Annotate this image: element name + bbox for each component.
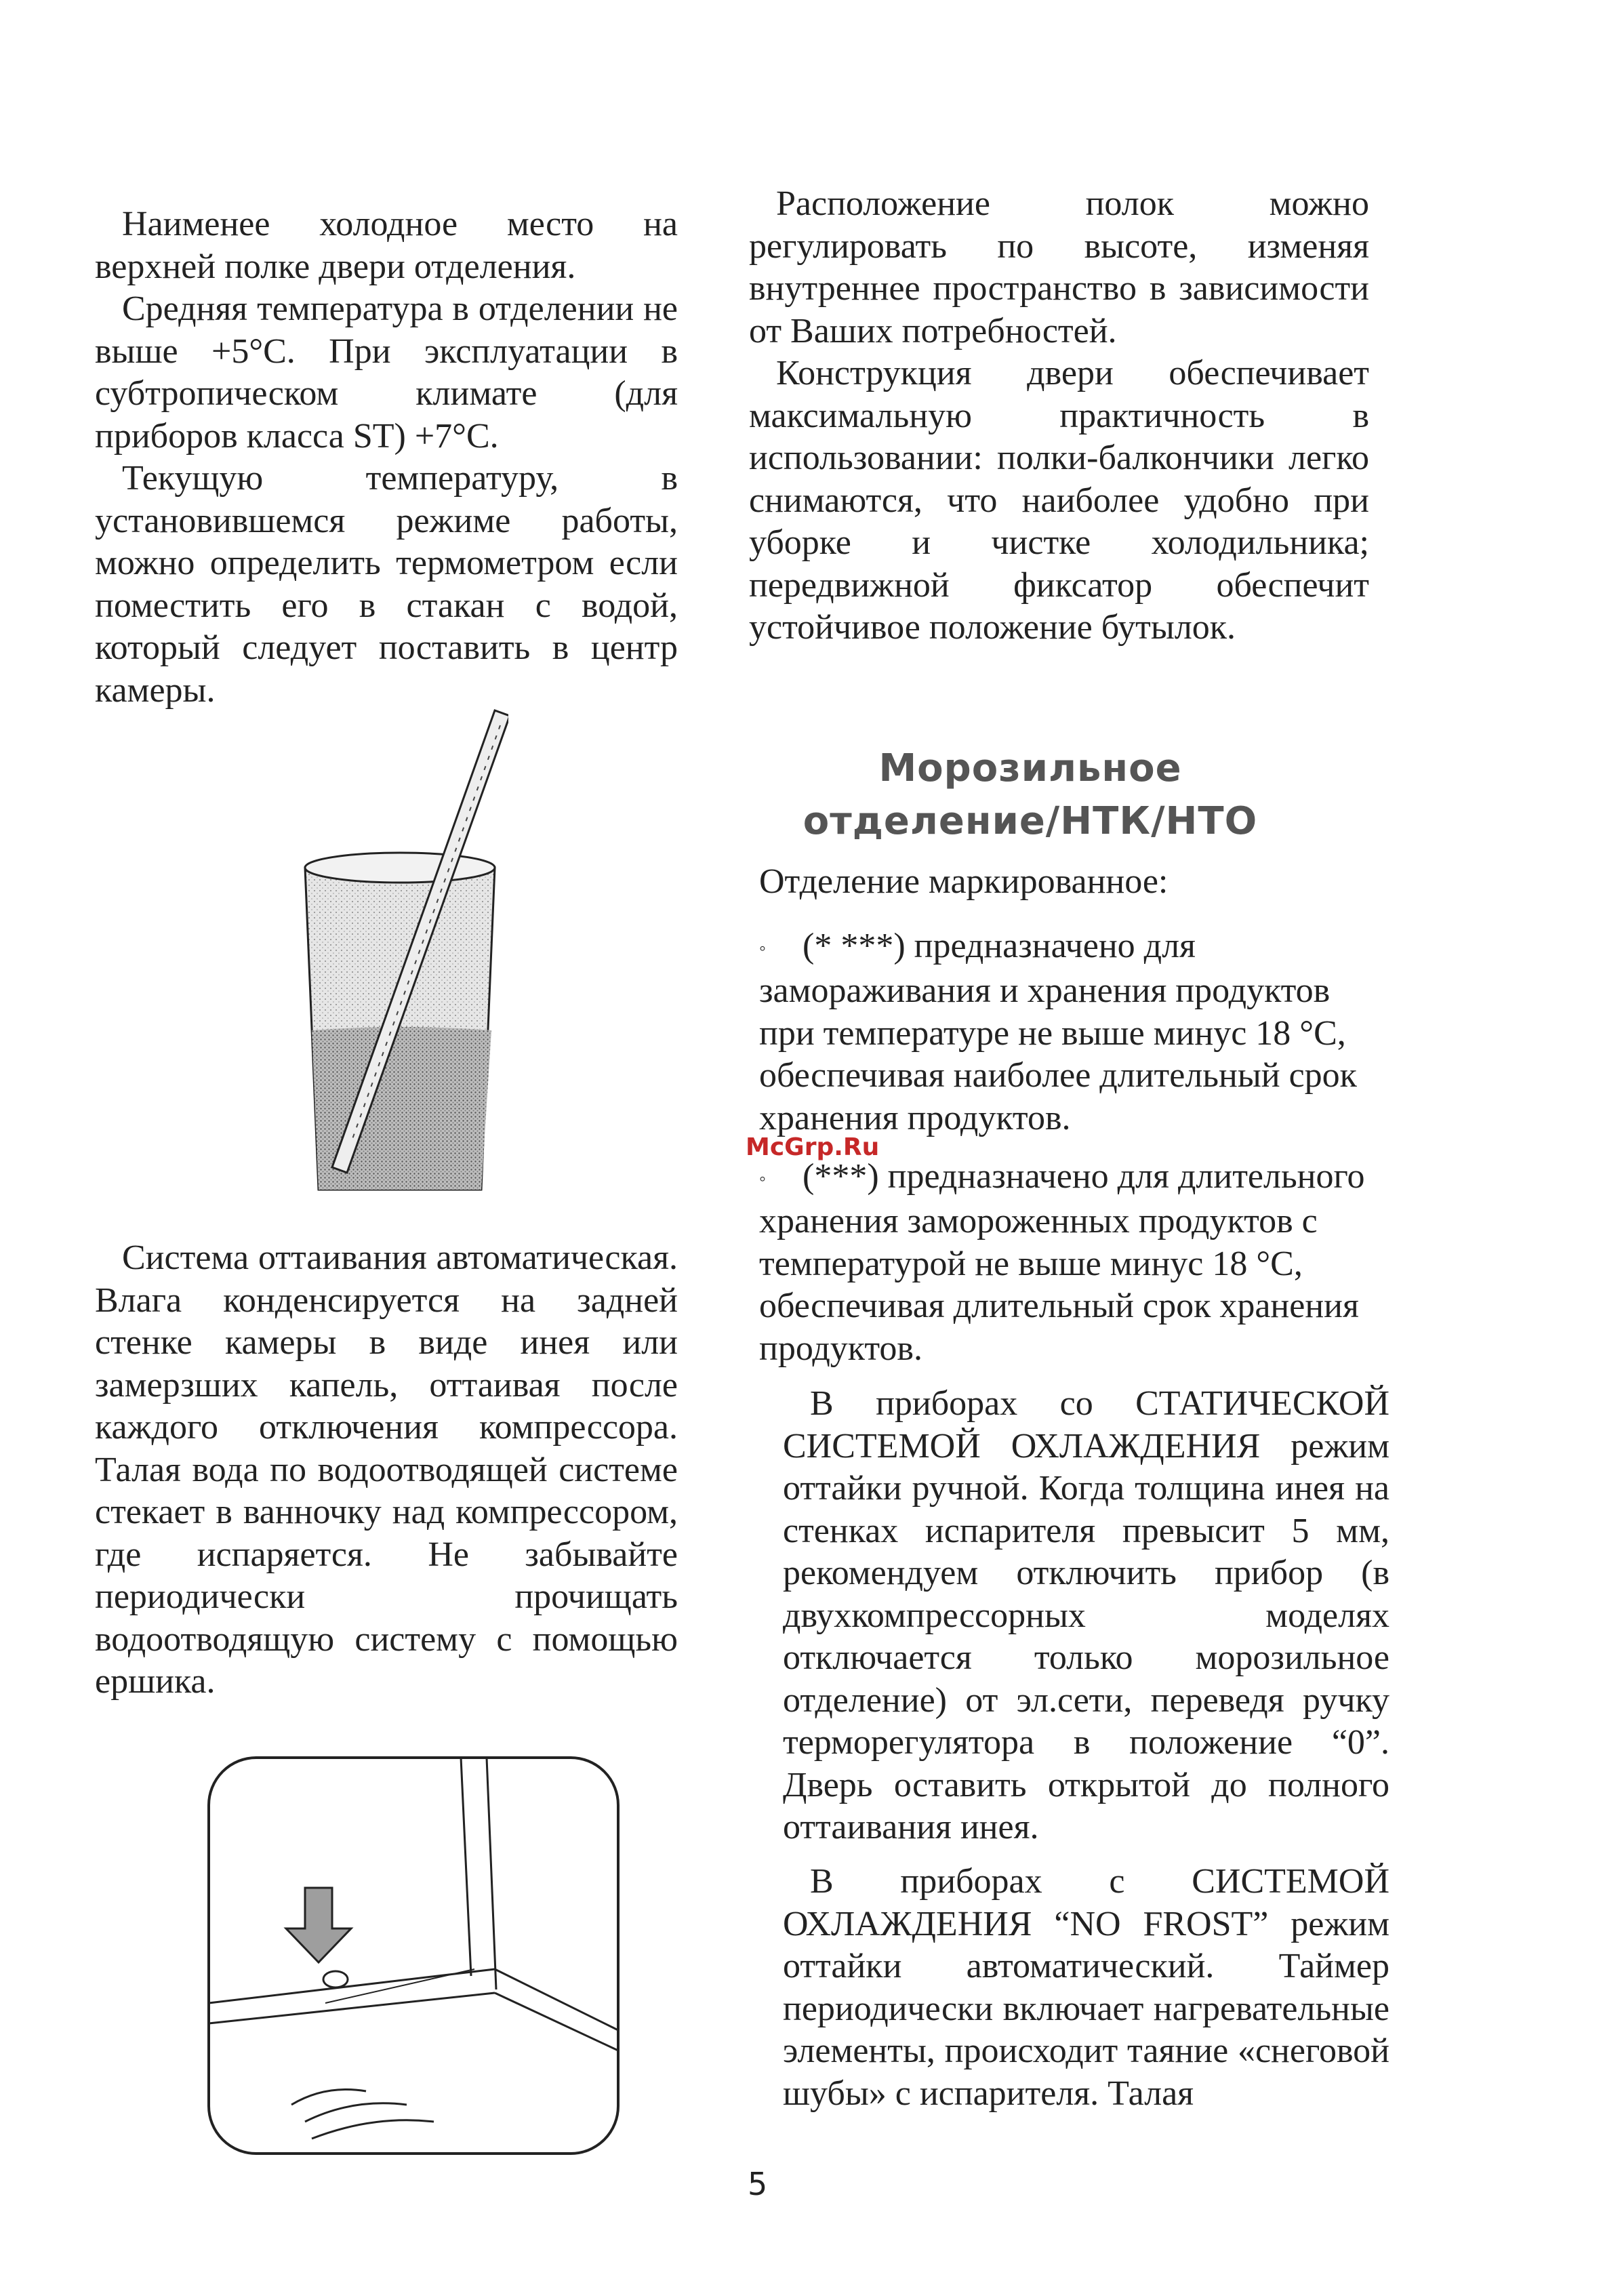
left-paragraph-3: Текущую температуру, в установившемся режиме работы, можно определить термометром если поместить его в стакан с водой, который следует поставить в центр камеры. [95,459,678,710]
bullet-icon: ◦ [759,1168,766,1190]
watermark: McGrp.Ru [746,1133,880,1161]
left-paragraph-4: Система оттаивания автоматическая. Влага конденсируется на задней стенке камеры в виде инея или замерзших капель, оттаивая после каждого отключения компрессора. Талая вода по водоотводящей системе стекает в ванночку над компрессором, где испаряется. Не забывайте периодически прочищать водоотводящую систему с помощью ершика. [95,1238,678,1701]
bullet-icon: ◦ [759,937,766,959]
page-number: 5 [748,2166,768,2202]
right-paragraph-3: В приборах со СТАТИЧЕСКОЙ СИСТЕМОЙ ОХЛАЖДЕНИЯ режим оттайки ручной. Когда толщина инея на стенках испарителя превысит 5 мм, рекомендуем отключить прибор (в двухкомпрессорных моделях отключается только морозильное отделение) от эл.сети, переведя ручку терморегулятора в положение “0”. Дверь оставить открытой до полного оттаивания инея. [783,1384,1389,1846]
bullet-item-2 [759,1156,1386,1370]
bullet-text-1: (* ***) предназначено для замораживания и хранения продуктов при температуре не выше минус 18 °С, обеспечивая наиболее длительный срок хранения продуктов. [759,927,1357,1137]
right-paragraph-1: Расположение полок можно регулировать по высоте, изменяя внутреннее пространство в зависимости от Ваших потребностей. [749,184,1369,350]
right-paragraph-4: В приборах с СИСТЕМОЙ ОХЛАЖДЕНИЯ “NO FROST” режим оттайки автоматический. Таймер периодически включает нагревательные элементы, происходит таяние «снеговой шубы» с испарителя. Талая [783,1862,1389,2113]
drain-hole-illustration [203,1752,624,2159]
bullet-text-2: (***) предназначено для длительного хранения замороженных продуктов с температурой не выше минус 18 °С, обеспечивая длительный срок хранения продуктов. [759,1157,1365,1368]
thermometer-glass-illustration [291,705,508,1193]
right-paragraph-2: Конструкция двери обеспечивает максимальную практичность в использовании: полки-балкончики легко снимаются, что наиболее удобно при уборке и чистке холодильника; передвижной фиксатор обеспечит устойчивое положение бутылок. [749,354,1369,647]
bullet-item-1 [759,925,1386,1139]
left-paragraph-1: Наименее холодное место на верхней полке двери отделения. [95,205,678,286]
section-intro: Отделение маркированное: [759,862,1169,901]
left-paragraph-2: Средняя температура в отделении не выше +5°С. При эксплуатации в субтропическом климате (для приборов класса ST) +7°С. [95,289,678,456]
section-heading: Морозильное отделение/НТК/НТО [803,746,1258,843]
